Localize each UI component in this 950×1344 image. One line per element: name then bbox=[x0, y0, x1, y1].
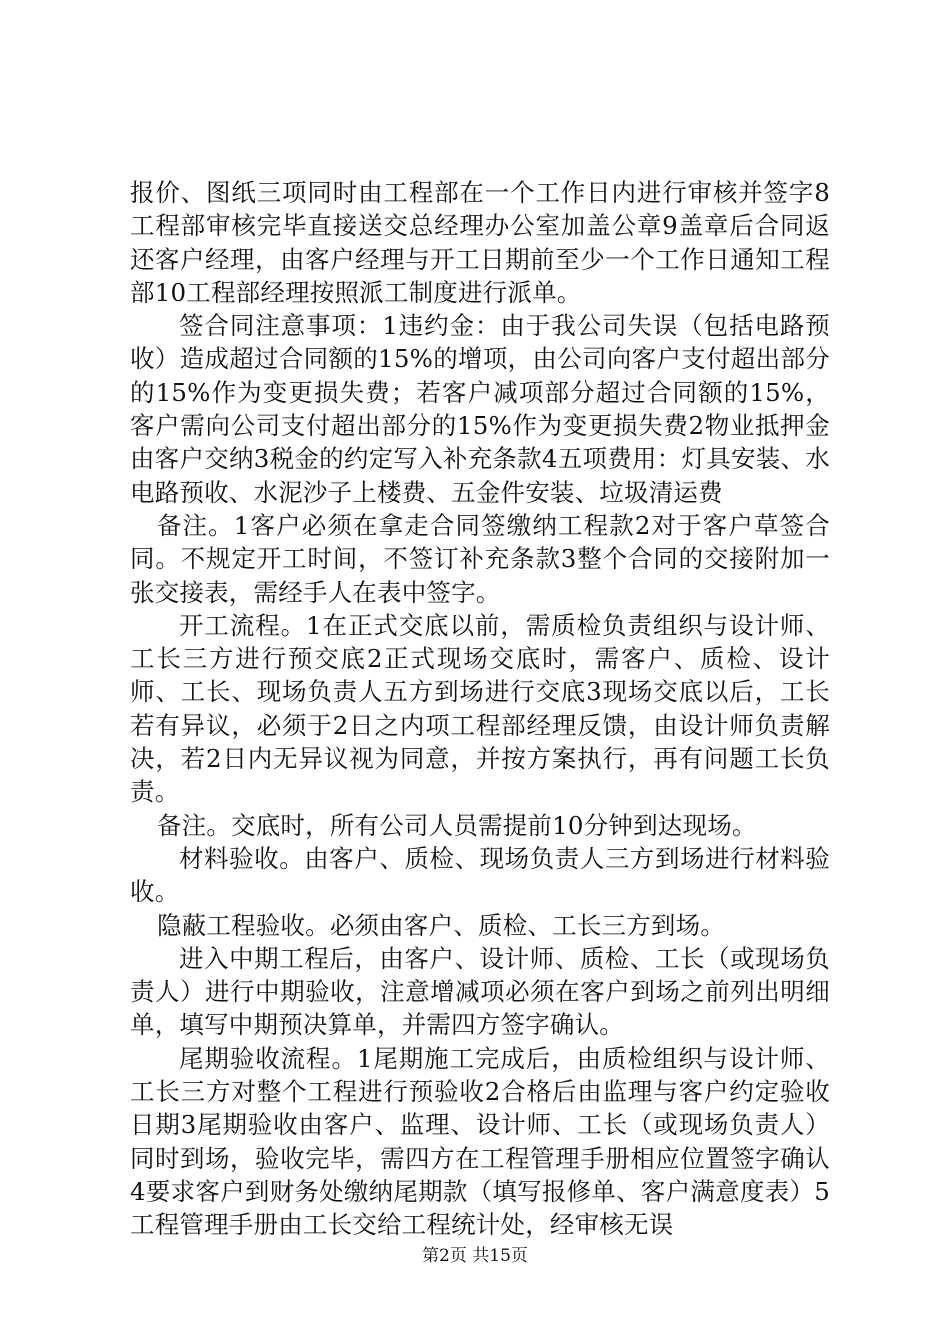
paragraph-hidden-work-acceptance: 隐蔽工程验收。必须由客户、质检、工长三方到场。 bbox=[156, 910, 726, 940]
paragraph-material-acceptance: 材料验收。由客户、质检、现场负责人三方到场进行材料验收。 bbox=[130, 843, 830, 907]
paragraph-start-process: 开工流程。1在正式交底以前，需质检负责组织与设计师、工长三方进行预交底2正式现场交底时，需客户、质检、设计师、工长、现场负责人五方到场进行交底3现场交底以后，工长若有异议，必须于2日之内项工程部经理反馈，由设计师负责解决，若2日内无异议视为同意，并按方案执行，再有问题工长负责。 bbox=[130, 610, 830, 807]
document-body bbox=[130, 176, 830, 1242]
page-number-footer: 第2页 共15页 bbox=[422, 1246, 528, 1266]
paragraph-remarks-contract: 备注。1客户必须在拿走合同签缴纳工程款2对于客户草签合同。不规定开工时间，不签订补充条款3整个合同的交接附加一张交接表，需经手人在表中签字。 bbox=[130, 510, 830, 607]
paragraph-contract-notes: 签合同注意事项：1违约金：由于我公司失误（包括电路预收）造成超过合同额的15%的增项，由公司向客户支付超出部分的15%作为变更损失费；若客户减项部分超过合同额的15%，客户需向公司支付超出部分的15%作为变更损失费2物业抵押金由客户交纳3税金的约定写入补充条款4五项费用：灯具安装、水电路预收、水泥沙子上楼费、五金件安装、垃圾清运费 bbox=[130, 311, 830, 507]
paragraph-midterm-acceptance: 进入中期工程后，由客户、设计师、质检、工长（或现场负责人）进行中期验收，注意增减项必须在客户到场之前列出明细单，填写中期预决算单，并需四方签字确认。 bbox=[130, 943, 830, 1040]
paragraph-contract-review: 报价、图纸三项同时由工程部在一个工作日内进行审核并签字8工程部审核完毕直接送交总经理办公室加盖公章9盖章后合同返还客户经理，由客户经理与开工日期前至少一个工作日通知工程部10工程部经理按照派工制度进行派单。 bbox=[130, 178, 830, 307]
paragraph-final-acceptance: 尾期验收流程。1尾期施工完成后，由质检组织与设计师、工长三方对整个工程进行预验收2合格后由监理与客户约定验收日期3尾期验收由客户、监理、设计师、工长（或现场负责人）同时到场，验收完毕，需四方在工程管理手册相应位置签字确认4要求客户到财务处缴纳尾期款（填写报修单、客户满意度表）5工程管理手册由工长交给工程统计处，经审核无误 bbox=[130, 1043, 830, 1240]
paragraph-remarks-handover: 备注。交底时，所有公司人员需提前10分钟到达现场。 bbox=[156, 810, 757, 840]
